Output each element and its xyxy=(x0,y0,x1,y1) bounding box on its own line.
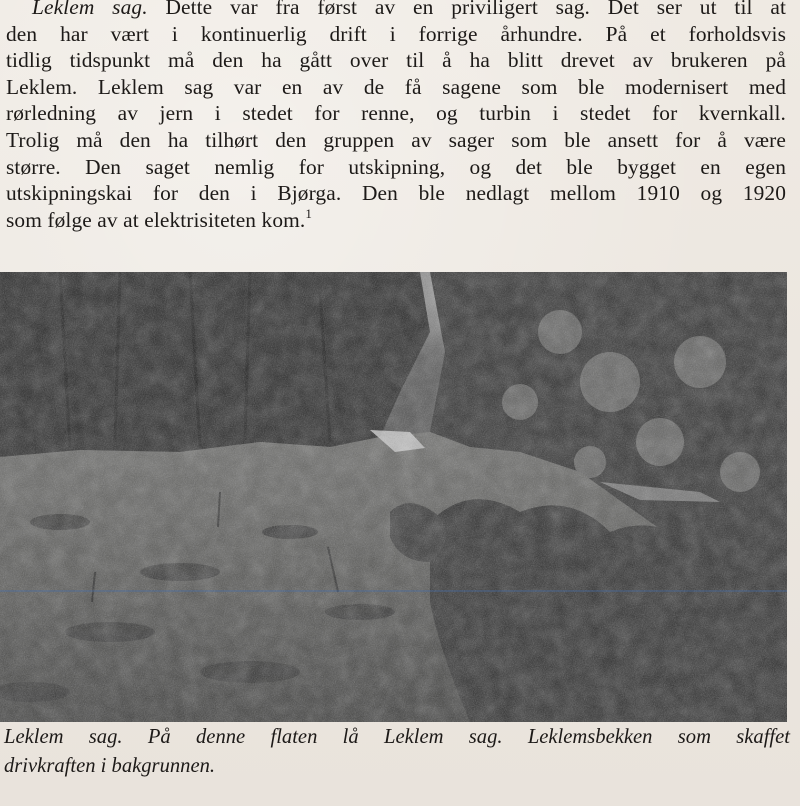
body-line-5: rørledning av jern i stedet for renne, og turbin i stedet for kvernkall. xyxy=(6,101,786,126)
body-lead-italic: Leklem sag. xyxy=(32,0,148,19)
body-line-6: Trolig må den ha tilhørt den gruppen av sager som ble ansett for å være xyxy=(6,127,786,152)
body-paragraph xyxy=(6,0,786,233)
body-line-7: større. Den saget nemlig for utskipning, og det ble bygget en egen xyxy=(6,154,786,179)
body-line-4: Leklem. Leklem sag var en av de få sagene som ble modernisert med xyxy=(6,74,786,99)
landscape-photograph xyxy=(0,272,787,722)
body-line-1: Leklem sag. Dette var fra først av en priviligert sag. Det ser ut til at xyxy=(6,0,786,21)
footnote-marker: 1 xyxy=(305,205,312,221)
body-line-2: den har vært i kontinuerlig drift i forrige århundre. På et forholdsvis xyxy=(6,21,786,46)
scan-artifact-line xyxy=(0,590,787,592)
body-line-8: utskipningskai for den i Bjørga. Den ble nedlagt mellom 1910 og 1920 xyxy=(6,181,786,206)
photo-illustration xyxy=(0,272,787,722)
caption-line-1: Leklem sag. På denne flaten lå Leklem sag. Leklemsbekken som skaffet xyxy=(4,726,790,748)
photo-caption xyxy=(4,723,790,781)
caption-line-2: drivkraften i bakgrunnen. xyxy=(4,755,216,777)
body-line-3: tidlig tidspunkt må den ha gått over til å ha blitt drevet av brukeren på xyxy=(6,48,786,73)
body-line-9: som følge av at elektrisiteten kom.$^1$ xyxy=(6,205,312,232)
